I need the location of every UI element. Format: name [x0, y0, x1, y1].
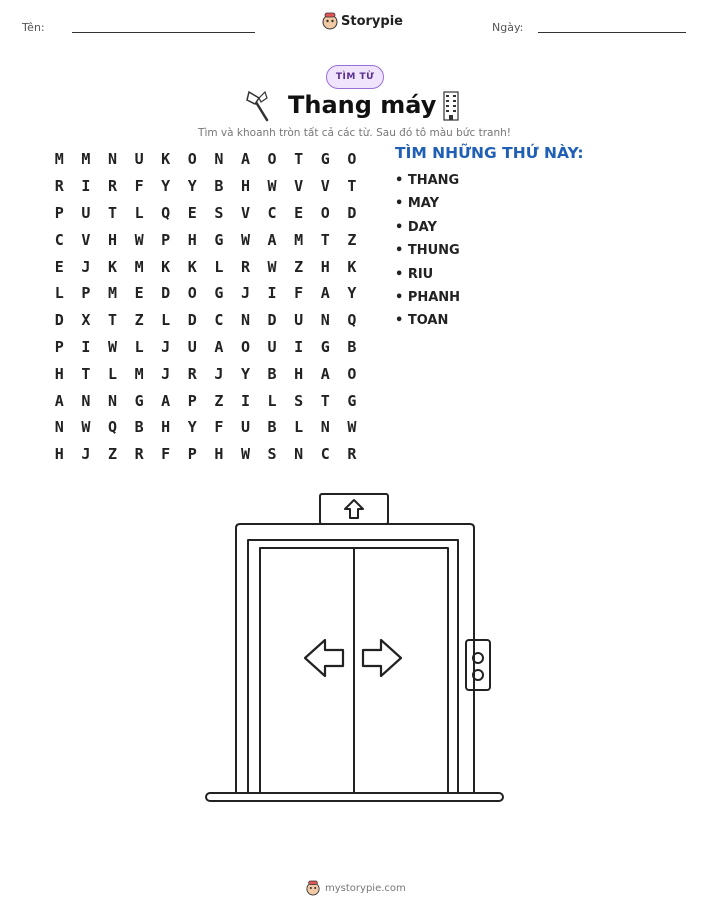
grid-letter[interactable]: C [54, 230, 64, 249]
grid-letter[interactable]: S [214, 203, 224, 222]
grid-letter[interactable]: N [320, 418, 330, 437]
grid-letter[interactable]: H [187, 230, 197, 249]
grid-letter[interactable]: U [240, 418, 250, 437]
grid-letter[interactable]: R [187, 364, 197, 383]
grid-letter[interactable]: M [134, 257, 144, 276]
page-title: Thang máy [288, 91, 437, 119]
grid-letter[interactable]: A [54, 391, 64, 410]
grid-letter[interactable]: P [161, 230, 171, 249]
axe-icon [243, 90, 273, 122]
grid-letter[interactable]: C [267, 203, 277, 222]
grid-letter[interactable]: W [347, 418, 357, 437]
left-arrow-icon [305, 640, 343, 676]
grid-letter[interactable]: H [107, 230, 117, 249]
grid-letter[interactable]: M [294, 230, 304, 249]
word-item: • RIU [395, 266, 434, 282]
grid-letter[interactable]: O [187, 150, 197, 169]
grid-letter[interactable]: T [320, 230, 330, 249]
grid-letter[interactable]: V [294, 177, 304, 196]
grid-letter[interactable]: P [187, 391, 197, 410]
grid-row [46, 200, 365, 227]
grid-letter[interactable]: M [107, 284, 117, 303]
word-item: • MAY [395, 196, 440, 212]
grid-letter[interactable]: I [240, 391, 250, 410]
grid-letter[interactable]: L [134, 337, 144, 356]
grid-letter[interactable]: E [134, 284, 144, 303]
grid-letter[interactable]: L [107, 364, 117, 383]
grid-letter[interactable]: Z [134, 311, 144, 330]
grid-letter[interactable]: W [81, 418, 91, 437]
grid-letter[interactable]: B [134, 418, 144, 437]
grid-letter[interactable]: R [54, 177, 64, 196]
grid-letter[interactable]: D [267, 311, 277, 330]
grid-letter[interactable]: S [267, 445, 277, 464]
grid-row [46, 441, 365, 468]
grid-letter[interactable]: O [267, 150, 277, 169]
grid-letter[interactable]: J [81, 445, 91, 464]
grid-row [46, 280, 365, 307]
grid-letter[interactable]: B [267, 418, 277, 437]
grid-letter[interactable]: N [107, 150, 117, 169]
elevator-base [206, 793, 503, 801]
grid-letter[interactable]: U [267, 337, 277, 356]
grid-letter[interactable]: B [347, 337, 357, 356]
grid-letter[interactable]: T [107, 311, 117, 330]
word-search-grid[interactable] [46, 146, 365, 468]
grid-letter[interactable]: V [81, 230, 91, 249]
grid-letter[interactable]: D [54, 311, 64, 330]
grid-row [46, 253, 365, 280]
grid-letter[interactable]: A [240, 150, 250, 169]
grid-letter[interactable]: Y [161, 177, 171, 196]
grid-letter[interactable]: N [107, 391, 117, 410]
grid-letter[interactable]: K [347, 257, 357, 276]
storypie-logo-icon [322, 12, 338, 30]
grid-letter[interactable]: E [294, 203, 304, 222]
name-line[interactable] [72, 32, 255, 33]
grid-letter[interactable]: N [320, 311, 330, 330]
grid-letter[interactable]: U [134, 150, 144, 169]
grid-letter[interactable]: A [267, 230, 277, 249]
grid-letter[interactable]: P [187, 445, 197, 464]
grid-letter[interactable]: J [161, 337, 171, 356]
grid-letter[interactable]: U [187, 337, 197, 356]
grid-letter[interactable]: O [187, 284, 197, 303]
grid-letter[interactable]: W [107, 337, 117, 356]
grid-letter[interactable]: Y [347, 284, 357, 303]
grid-letter[interactable]: G [320, 337, 330, 356]
grid-letter[interactable]: H [161, 418, 171, 437]
grid-letter[interactable]: A [161, 391, 171, 410]
grid-letter[interactable]: A [214, 337, 224, 356]
grid-row [46, 360, 365, 387]
grid-letter[interactable]: H [320, 257, 330, 276]
grid-letter[interactable]: P [54, 203, 64, 222]
grid-letter[interactable]: Y [240, 364, 250, 383]
grid-letter[interactable]: U [81, 203, 91, 222]
word-item: • PHANH [395, 289, 461, 305]
instructions: Tìm và khoanh tròn tất cả các từ. Sau đó tô màu bức tranh! [198, 127, 511, 139]
grid-letter[interactable]: R [240, 257, 250, 276]
grid-letter[interactable]: V [320, 177, 330, 196]
grid-letter[interactable]: C [320, 445, 330, 464]
grid-letter[interactable]: E [54, 257, 64, 276]
grid-row [46, 334, 365, 361]
grid-letter[interactable]: A [320, 284, 330, 303]
right-door [354, 548, 448, 793]
grid-letter[interactable]: V [240, 203, 250, 222]
grid-row [46, 414, 365, 441]
grid-letter[interactable]: M [54, 150, 64, 169]
grid-row [46, 387, 365, 414]
grid-letter[interactable]: N [240, 311, 250, 330]
grid-letter[interactable]: T [347, 177, 357, 196]
grid-row [46, 173, 365, 200]
grid-letter[interactable]: H [54, 445, 64, 464]
grid-letter[interactable]: B [267, 364, 277, 383]
grid-letter[interactable]: M [134, 364, 144, 383]
name-label: Tên: [22, 21, 45, 34]
grid-letter[interactable]: O [347, 364, 357, 383]
grid-letter[interactable]: F [161, 445, 171, 464]
grid-letter[interactable]: Z [107, 445, 117, 464]
grid-letter[interactable]: R [107, 177, 117, 196]
grid-letter[interactable]: H [54, 364, 64, 383]
grid-letter[interactable]: W [134, 230, 144, 249]
grid-letter[interactable]: D [347, 203, 357, 222]
grid-letter[interactable]: W [267, 177, 277, 196]
footer-url[interactable]: mystorypie.com [325, 882, 406, 894]
grid-letter[interactable]: H [214, 445, 224, 464]
storypie-logo-icon [306, 880, 320, 896]
grid-letter[interactable]: J [161, 364, 171, 383]
grid-letter[interactable]: L [161, 311, 171, 330]
date-label: Ngày: [492, 21, 524, 34]
word-item: • THUNG [395, 243, 460, 259]
grid-letter[interactable]: I [294, 337, 304, 356]
grid-letter[interactable]: I [267, 284, 277, 303]
grid-letter[interactable]: Z [294, 257, 304, 276]
grid-letter[interactable]: G [320, 150, 330, 169]
grid-letter[interactable]: R [347, 445, 357, 464]
grid-letter[interactable]: F [294, 284, 304, 303]
grid-letter[interactable]: W [240, 445, 250, 464]
grid-letter[interactable]: Q [347, 311, 357, 330]
grid-letter[interactable]: H [240, 177, 250, 196]
grid-letter[interactable]: L [214, 257, 224, 276]
grid-letter[interactable]: O [347, 150, 357, 169]
date-line[interactable] [538, 32, 686, 33]
grid-letter[interactable]: O [240, 337, 250, 356]
word-item: • DAY [395, 219, 437, 235]
grid-letter[interactable]: M [81, 150, 91, 169]
grid-letter[interactable]: J [240, 284, 250, 303]
left-door [260, 548, 354, 793]
grid-letter[interactable]: G [214, 284, 224, 303]
badge: TÌM TỪ [326, 65, 384, 89]
grid-letter[interactable]: G [347, 391, 357, 410]
grid-letter[interactable]: O [320, 203, 330, 222]
grid-letter[interactable]: Q [107, 418, 117, 437]
grid-letter[interactable]: I [81, 177, 91, 196]
elevator-illustration[interactable] [200, 490, 510, 810]
brand-logo [322, 12, 403, 30]
grid-letter[interactable]: S [294, 391, 304, 410]
grid-letter[interactable]: K [161, 257, 171, 276]
grid-letter[interactable]: Y [187, 177, 197, 196]
grid-letter[interactable]: T [107, 203, 117, 222]
grid-letter[interactable]: D [161, 284, 171, 303]
grid-letter[interactable]: T [81, 364, 91, 383]
word-item: • THANG [395, 173, 460, 188]
grid-letter[interactable]: K [161, 150, 171, 169]
grid-row [46, 307, 365, 334]
footer [306, 880, 406, 896]
grid-letter[interactable]: Y [187, 418, 197, 437]
grid-letter[interactable]: X [81, 311, 91, 330]
right-arrow-icon [363, 640, 401, 676]
word-list-title: TÌM NHỮNG THỨ NÀY: [395, 144, 584, 162]
grid-row [46, 226, 365, 253]
grid-letter[interactable]: F [134, 177, 144, 196]
grid-letter[interactable]: Z [347, 230, 357, 249]
grid-letter[interactable]: N [214, 150, 224, 169]
grid-letter[interactable]: F [214, 418, 224, 437]
grid-letter[interactable]: L [54, 284, 64, 303]
grid-letter[interactable]: G [214, 230, 224, 249]
grid-letter[interactable]: W [267, 257, 277, 276]
grid-letter[interactable]: P [81, 284, 91, 303]
grid-letter[interactable]: I [81, 337, 91, 356]
grid-letter[interactable]: P [54, 337, 64, 356]
grid-letter[interactable]: Q [161, 203, 171, 222]
grid-letter[interactable]: W [240, 230, 250, 249]
call-panel [466, 640, 490, 690]
word-item: • TOAN [395, 313, 449, 329]
grid-letter[interactable]: L [294, 418, 304, 437]
grid-letter[interactable]: L [134, 203, 144, 222]
building-icon [442, 91, 460, 121]
grid-letter[interactable]: K [107, 257, 117, 276]
grid-letter[interactable]: N [81, 391, 91, 410]
up-arrow-icon [345, 500, 363, 518]
grid-letter[interactable]: T [320, 391, 330, 410]
grid-letter[interactable]: Z [214, 391, 224, 410]
grid-letter[interactable]: N [294, 445, 304, 464]
grid-row [46, 146, 365, 173]
word-list [395, 144, 584, 333]
grid-letter[interactable]: N [54, 418, 64, 437]
grid-letter[interactable]: U [294, 311, 304, 330]
grid-letter[interactable]: G [134, 391, 144, 410]
grid-letter[interactable]: A [320, 364, 330, 383]
grid-letter[interactable]: T [294, 150, 304, 169]
brand-name: Storypie [341, 13, 403, 29]
grid-letter[interactable]: E [187, 203, 197, 222]
grid-letter[interactable]: D [187, 311, 197, 330]
grid-letter[interactable]: R [134, 445, 144, 464]
grid-letter[interactable]: C [214, 311, 224, 330]
grid-letter[interactable]: B [214, 177, 224, 196]
grid-letter[interactable]: H [294, 364, 304, 383]
grid-letter[interactable]: L [267, 391, 277, 410]
grid-letter[interactable]: K [187, 257, 197, 276]
grid-letter[interactable]: J [81, 257, 91, 276]
grid-letter[interactable]: J [214, 364, 224, 383]
